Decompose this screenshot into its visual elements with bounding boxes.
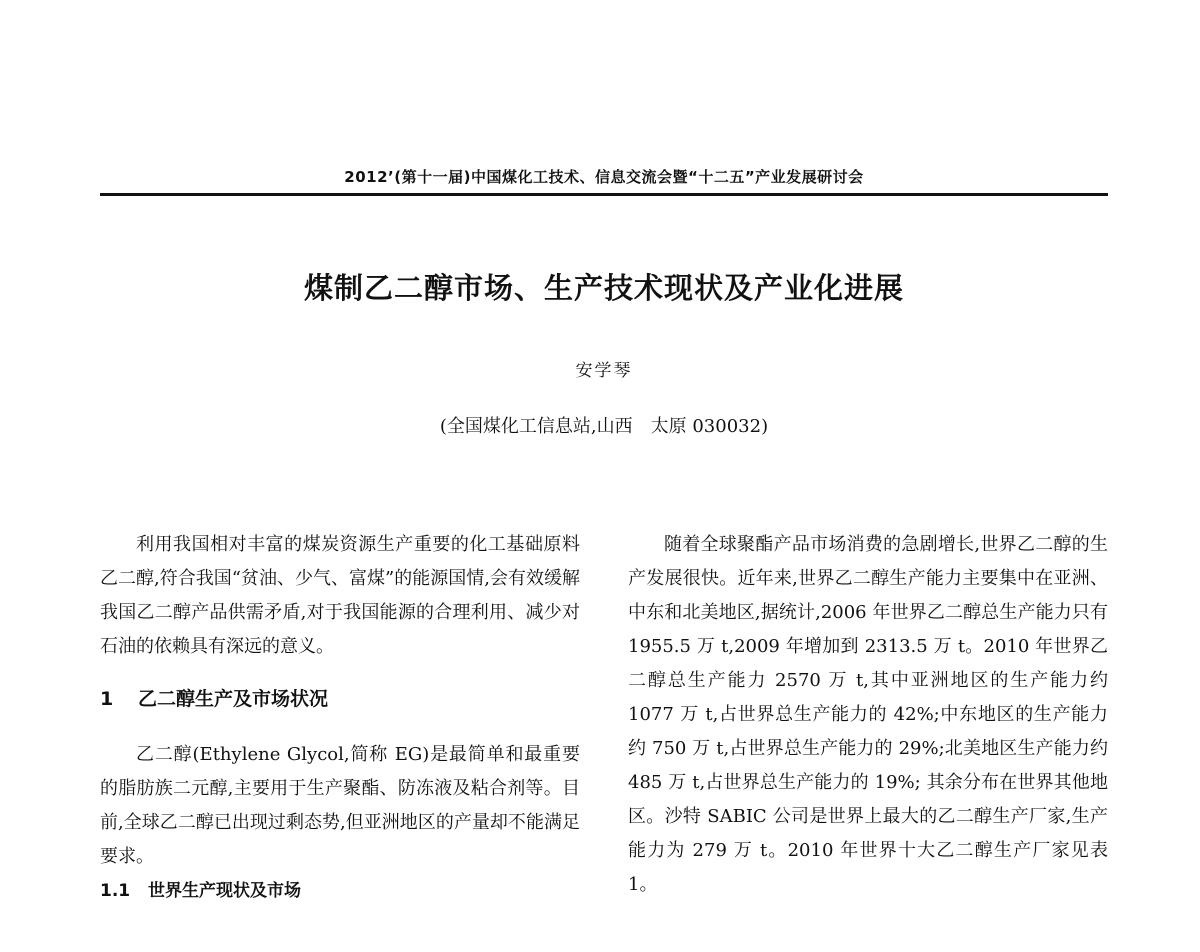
subsection-1-1-title: 世界生产现状及市场 — [148, 881, 301, 901]
subsection-1-1-number: 1.1 — [100, 881, 131, 901]
left-column — [100, 528, 580, 908]
subsection-1-1-heading — [100, 874, 580, 908]
running-header: 2012’(第十一届)中国煤化工技术、信息交流会暨“十二五”产业发展研讨会 — [344, 168, 864, 186]
section-1-number: 1 — [100, 688, 114, 710]
section-1-paragraph: 乙二醇(Ethylene Glycol,简称 EG)是最简单和最重要的脂肪族二元醇,主要用于生产聚酯、防冻液及粘合剂等。目前,全球乙二醇已出现过剩态势,但亚洲地区的产量却不能满足要求。 — [100, 744, 580, 867]
right-column — [628, 528, 1108, 902]
article-affiliation: (全国煤化工信息站,山西 太原 030032) — [439, 416, 769, 437]
header-rule — [100, 193, 1108, 196]
intro-paragraph: 利用我国相对丰富的煤炭资源生产重要的化工基础原料乙二醇,符合我国“贫油、少气、富煤”的能源国情,会有效缓解我国乙二醇产品供需矛盾,对于我国能源的合理利用、减少对石油的依赖具有深远的意义。 — [100, 534, 580, 657]
article-author: 安学琴 — [575, 361, 633, 381]
article-title: 煤制乙二醇市场、生产技术现状及产业化进展 — [303, 271, 904, 305]
section-1-heading — [100, 682, 580, 716]
world-production-paragraph: 随着全球聚酯产品市场消费的急剧增长,世界乙二醇的生产发展很快。近年来,世界乙二醇生产能力主要集中在亚洲、中东和北美地区,据统计,2006 年世界乙二醇总生产能力只有 1955.5 万 t,2009 年增加到 2313.5 万 t。2010 年世界乙二醇总生产能力 2570 万 t,其中亚洲地区的生产能力约 1077 万 t,占世界总生产能力的 42%;中东地区的生产能力约 750 万 t,占世界总生产能力的 29%;北美地区生产能力约 485 万 t,占世界总生产能力的 19%; 其余分布在世界其他地区。沙特 SABIC 公司是世界上最大的乙二醇生产厂家,生产能力为 279 万 t。2010 年世界十大乙二醇生产厂家见表 1。 — [628, 534, 1108, 895]
section-1-title: 乙二醇生产及市场状况 — [138, 688, 329, 710]
